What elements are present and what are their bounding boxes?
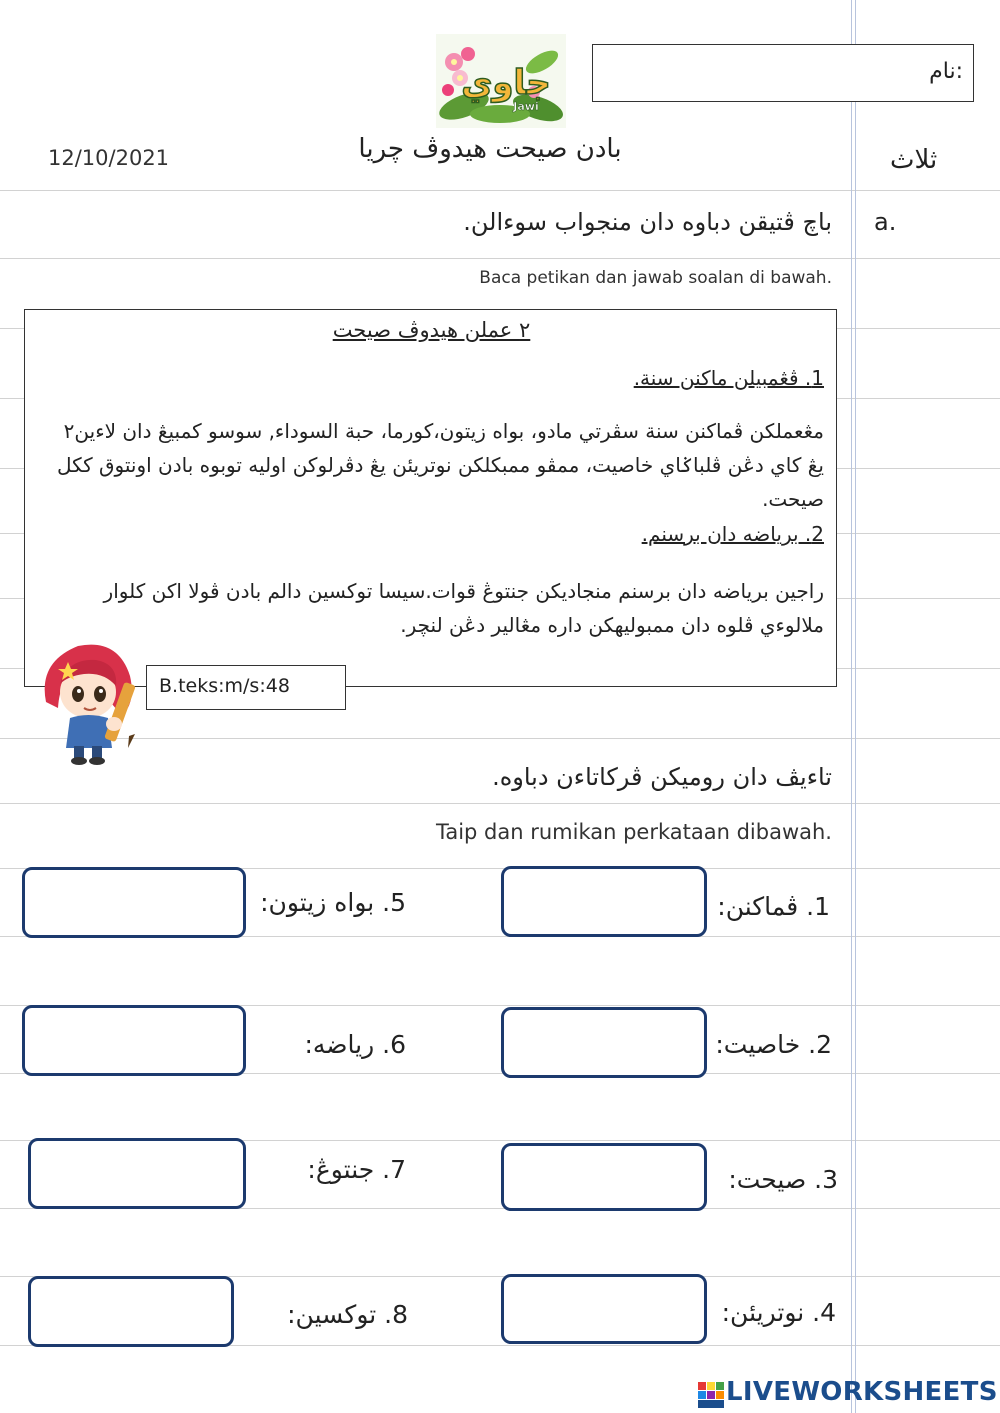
logo-text: جاوي xyxy=(461,63,551,103)
instruction-jawi: باچ ڤتيقن دباوه دان منجواب سوءالن. xyxy=(463,208,832,236)
name-field[interactable] xyxy=(592,44,974,102)
ruled-line xyxy=(0,258,1000,259)
watermark-text: LIVEWORKSHEETS xyxy=(726,1377,998,1407)
word-label-3: 3. صيحت: xyxy=(728,1165,838,1194)
passage-heading-1: 1. ڤڠمبيلن ماكنن سنة. xyxy=(633,366,824,390)
passage-title-wrap xyxy=(25,318,838,342)
word-label-1: 1. ڤماكنن: xyxy=(717,892,830,921)
word-label-6: 6. رياضه: xyxy=(304,1030,406,1059)
liveworksheets-logo-icon xyxy=(698,1382,724,1408)
section-letter: a. xyxy=(874,208,897,236)
passage-paragraph-1: مڠعملكن ڤماكنن سنة سڤرتي مادو، بواه زيتون،كورما، حبة السوداء, سوسو كمبيڠ دان لاءين٢ يڠ كاي دڠن ڤلباݢاي خاصيت، ممڤو ممبكلكن نوتريئن يڠ دڤرلوكن اوليه توبوه بادن اونتوق ككل صيحت. xyxy=(56,419,824,511)
girl-illustration xyxy=(34,632,152,766)
answer-box-4[interactable] xyxy=(501,1274,707,1344)
answer-box-3[interactable] xyxy=(501,1143,707,1211)
instruction-jawi-2: تاءيڤ دان روميكن ڤركاتاءن دباوه. xyxy=(492,763,832,791)
jawi-logo xyxy=(434,32,568,130)
page-title: بادن صيحت هيدوڤ چريا xyxy=(358,134,622,164)
jawi-logo-image xyxy=(434,32,568,130)
margin-line xyxy=(851,0,852,1413)
date: 12/10/2021 xyxy=(48,146,170,170)
name-label: نام: xyxy=(929,59,963,84)
instruction-rumi-2: Taip dan rumikan perkataan dibawah. xyxy=(435,820,832,844)
passage-title: ٢ عملن هيدوڤ صيحت xyxy=(332,318,531,342)
liveworksheets-watermark xyxy=(698,1378,998,1410)
answer-box-5[interactable] xyxy=(22,867,246,938)
word-label-2: 2. خاصيت: xyxy=(715,1030,832,1059)
day-label: ثلاث xyxy=(890,145,938,175)
passage-box xyxy=(24,309,837,687)
word-label-4: 4. نوتريئن: xyxy=(721,1298,836,1327)
answer-box-2[interactable] xyxy=(501,1007,707,1078)
passage-heading-2: 2. برياضه دان برسنم. xyxy=(641,522,824,546)
answer-box-8[interactable] xyxy=(28,1276,234,1347)
word-label-5: 5. بواه زيتون: xyxy=(260,888,406,917)
passage-paragraph-2: راجين برياضه دان برسنم منجاديكن جنتوڠ قوات.سيسا توكسين دالم بادن ڤولا اكن كلوار ملالوءي ڤلوه دان ممبوليهكن داره مڠالير دڠن لنچر. xyxy=(103,579,824,637)
ruled-line xyxy=(0,190,1000,191)
ruled-line xyxy=(0,803,1000,804)
word-label-7: 7. جنتوڠ: xyxy=(307,1155,406,1184)
logo-subtext: Jawi xyxy=(513,100,539,113)
girl-icon xyxy=(34,632,152,766)
margin-line xyxy=(855,0,856,1413)
answer-box-6[interactable] xyxy=(22,1005,246,1076)
instruction-rumi: Baca petikan dan jawab soalan di bawah. xyxy=(479,268,832,288)
word-label-8: 8. توكسين: xyxy=(287,1300,408,1329)
book-reference: B.teks:m/s:48 xyxy=(146,665,346,710)
answer-box-7[interactable] xyxy=(28,1138,246,1209)
answer-box-1[interactable] xyxy=(501,866,707,937)
